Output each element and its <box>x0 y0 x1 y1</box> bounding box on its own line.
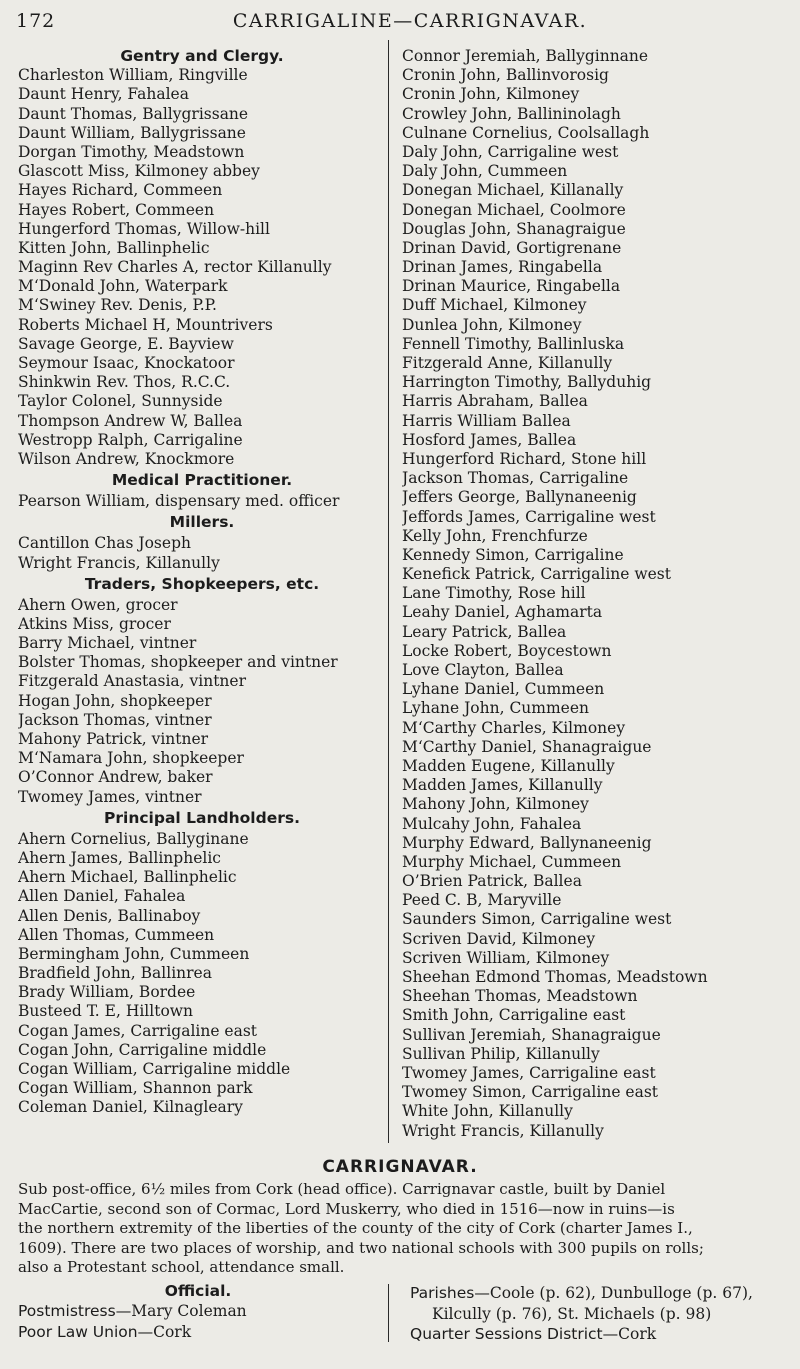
sessions-label: Quarter Sessions District <box>410 1325 603 1343</box>
directory-entry: Kelly John, Frenchfurze <box>402 526 588 545</box>
directory-entry: Allen Thomas, Cummeen <box>18 925 215 944</box>
directory-entry: M‘Carthy Daniel, Shanagraigue <box>402 737 652 756</box>
directory-entry: Fennell Timothy, Ballinluska <box>402 334 625 353</box>
directory-entry: Wright Francis, Killanully <box>18 553 220 572</box>
directory-entry: Bermingham John, Cummeen <box>18 944 250 963</box>
directory-entry: Donegan Michael, Killanally <box>402 181 624 200</box>
carrignavar-description <box>18 1180 790 1278</box>
directory-entry: Donegan Michael, Coolmore <box>402 200 626 219</box>
directory-entry: Twomey James, vintner <box>18 787 202 806</box>
directory-entry: Brady William, Bordee <box>18 983 196 1002</box>
postmistress-value: —Mary Coleman <box>115 1302 247 1320</box>
poor-law-line <box>18 1322 378 1343</box>
directory-entry: Hayes Richard, Commeen <box>18 181 223 200</box>
directory-entry: Drinan Maurice, Ringabella <box>402 277 621 296</box>
directory-entry: Duff Michael, Kilmoney <box>402 296 587 315</box>
sessions-line <box>410 1324 795 1345</box>
directory-entry: Twomey James, Carrigaline east <box>402 1063 656 1082</box>
directory-entry: Ahern Michael, Ballinphelic <box>18 868 237 887</box>
left-column <box>18 47 386 1118</box>
directory-entry: Harris Abraham, Ballea <box>402 392 588 411</box>
directory-entry: Ahern James, Ballinphelic <box>18 848 221 867</box>
directory-entry: Seymour Isaac, Knockatoor <box>18 354 235 372</box>
section-heading: Principal Landholders. <box>104 808 300 827</box>
directory-entry: Saunders Simon, Carrigaline west <box>402 910 672 929</box>
directory-entry: Dorgan Timothy, Meadstown <box>18 142 245 161</box>
directory-entry: Jackson Thomas, vintner <box>18 710 212 729</box>
directory-entry: Hayes Robert, Commeen <box>18 200 215 219</box>
directory-entry: Daunt Henry, Fahalea <box>18 85 189 104</box>
directory-entry: Leahy Daniel, Aghamarta <box>402 603 603 622</box>
directory-entry: Lyhane John, Cummeen <box>402 699 590 718</box>
directory-entry: Daly John, Cummeen <box>402 162 568 181</box>
directory-entry: M‘Namara John, shopkeeper <box>18 749 244 768</box>
directory-entry: Sullivan Philip, Killanully <box>402 1044 600 1063</box>
directory-entry: Hogan John, shopkeeper <box>18 691 212 710</box>
directory-entry: Scriven David, Kilmoney <box>402 929 596 948</box>
directory-entry: Bolster Thomas, shopkeeper and vintner <box>18 653 338 672</box>
directory-entry: Kitten John, Ballinphelic <box>18 238 210 257</box>
directory-entry: Madden Eugene, Killanully <box>402 756 615 775</box>
directory-entry: White John, Killanully <box>402 1102 573 1121</box>
directory-entry: Kenefick Patrick, Carrigaline west <box>402 565 671 584</box>
directory-entry: Ahern Owen, grocer <box>18 595 178 614</box>
directory-entry: Drinan James, Ringabella <box>402 258 603 277</box>
directory-entry: Cantillon Chas Joseph <box>18 534 191 553</box>
column-divider <box>388 40 389 1143</box>
directory-entry: Pearson William, dispensary med. officer <box>18 492 340 511</box>
directory-entry: O’Connor Andrew, baker <box>18 768 213 787</box>
directory-entry: Cogan James, Carrigaline east <box>18 1021 258 1040</box>
directory-entry: Sheehan Edmond Thomas, Meadstown <box>402 968 708 986</box>
directory-entry: O’Brien Patrick, Ballea <box>402 872 582 891</box>
directory-entry: Crowley John, Ballininolagh <box>402 104 621 123</box>
directory-entry: Hosford James, Ballea <box>402 430 577 449</box>
directory-entry: Twomey Simon, Carrigaline east <box>402 1083 659 1102</box>
directory-entry: Murphy Michael, Cummeen <box>402 852 622 871</box>
directory-entry: Cronin John, Kilmoney <box>402 85 580 104</box>
directory-entry: Locke Robert, Boycestown <box>402 641 612 660</box>
paragraph-line: also a Protestant school, attendance small. <box>18 1258 345 1276</box>
postmistress-line <box>18 1301 378 1322</box>
paragraph-line: 1609). There are two places of worship, and two national schools with 300 pupils on rolls; <box>18 1238 704 1257</box>
carrignavar-title: CARRIGNAVAR. <box>322 1157 478 1177</box>
directory-entry: Coleman Daniel, Kilnagleary <box>18 1098 243 1117</box>
directory-entry: Leary Patrick, Ballea <box>402 622 567 641</box>
directory-entry: M‘Swiney Rev. Denis, P.P. <box>18 296 217 315</box>
directory-entry: Mahony Patrick, vintner <box>18 730 209 748</box>
directory-entry: Love Clayton, Ballea <box>402 661 564 679</box>
directory-entry: Smith John, Carrigaline east <box>402 1006 626 1025</box>
sessions-value: —Cork <box>602 1325 657 1343</box>
section-heading: Gentry and Clergy. <box>120 47 284 65</box>
directory-entry: Jackson Thomas, Carrigaline <box>402 469 629 488</box>
paragraph-line: MacCartie, second son of Cormac, Lord Muskerry, who died in 1516—now in ruins—is <box>18 1199 675 1218</box>
parishes-value: —Coole (p. 62), Dunbulloge (p. 67), <box>474 1284 753 1302</box>
directory-entry: Peed C. B, Maryville <box>402 891 562 910</box>
directory-entry: Madden James, Killanully <box>402 776 603 795</box>
directory-entry: Hungerford Richard, Stone hill <box>402 449 647 468</box>
directory-entry: Savage George, E. Bayview <box>18 334 234 353</box>
directory-entry: Ahern Cornelius, Ballyginane <box>18 829 249 848</box>
directory-entry: Jeffers George, Ballynaneenig <box>402 488 637 507</box>
directory-entry: Daly John, Carrigaline west <box>402 142 619 161</box>
directory-entry: Culnane Cornelius, Coolsallagh <box>402 123 650 142</box>
right-column <box>402 47 794 1141</box>
directory-entry: Harris William Ballea <box>402 411 571 430</box>
directory-entry: Drinan David, Gortigrenane <box>402 238 622 257</box>
running-head: CARRIGALINE—CARRIGNAVAR. <box>232 10 588 32</box>
directory-entry: Kennedy Simon, Carrigaline <box>402 545 624 564</box>
official-section <box>18 1281 378 1342</box>
directory-entry: Lyhane Daniel, Cummeen <box>402 680 605 699</box>
parishes-continuation: Kilcully (p. 76), St. Michaels (p. 98) <box>432 1304 712 1323</box>
page-number: 172 <box>16 10 56 32</box>
directory-entry: Wright Francis, Killanully <box>402 1121 604 1140</box>
bottom-column-divider <box>388 1284 389 1342</box>
directory-entry: Mahony John, Kilmoney <box>402 795 589 814</box>
directory-entry: Sheehan Thomas, Meadstown <box>402 987 638 1006</box>
parishes-line <box>410 1283 795 1304</box>
paragraph-line: the northern extremity of the liberties of the county of the city of Cork (charter James I., <box>18 1219 693 1237</box>
paragraph-line: Sub post-office, 6½ miles from Cork (head office). Carrignavar castle, built by Daniel <box>18 1180 666 1198</box>
section-heading: Millers. <box>169 513 235 532</box>
parishes-section <box>410 1281 795 1345</box>
parishes-label: Parishes <box>410 1284 475 1302</box>
page-header <box>0 6 800 40</box>
directory-entry: Cronin John, Ballinvorosig <box>402 66 609 85</box>
section-heading: Medical Practitioner. <box>111 471 293 490</box>
directory-entry: Glascott Miss, Kilmoney abbey <box>18 162 260 181</box>
directory-entry: Daunt Thomas, Ballygrissane <box>18 104 249 123</box>
directory-entry: Hungerford Thomas, Willow-hill <box>18 219 270 238</box>
directory-entry: Scriven William, Kilmoney <box>402 948 610 967</box>
directory-entry: Fitzgerald Anne, Killanully <box>402 354 613 372</box>
directory-entry: Shinkwin Rev. Thos, R.C.C. <box>18 373 231 392</box>
directory-entry: Busteed T. E, Hilltown <box>18 1002 194 1021</box>
directory-entry: Daunt William, Ballygrissane <box>18 123 246 142</box>
directory-entry: Thompson Andrew W, Ballea <box>18 411 243 430</box>
postmistress-label: Postmistress <box>18 1302 116 1320</box>
directory-entry: Roberts Michael H, Mountrivers <box>18 315 273 334</box>
directory-entry: Barry Michael, vintner <box>18 634 197 653</box>
directory-entry: Taylor Colonel, Sunnyside <box>18 392 223 411</box>
directory-entry: Allen Denis, Ballinaboy <box>18 906 201 925</box>
directory-entry: Maginn Rev Charles A, rector Killanully <box>18 258 332 277</box>
directory-entry: Charleston William, Ringville <box>18 66 248 85</box>
directory-entry: Douglas John, Shanagraigue <box>402 219 626 238</box>
directory-entry: Jeffords James, Carrigaline west <box>402 507 656 526</box>
directory-entry: Allen Daniel, Fahalea <box>18 887 186 906</box>
poor-law-value: —Cork <box>137 1322 192 1341</box>
poor-law-label: Poor Law Union <box>18 1322 138 1341</box>
directory-entry: Mulcahy John, Fahalea <box>402 814 582 833</box>
directory-entry: Sullivan Jeremiah, Shanagraigue <box>402 1025 661 1044</box>
directory-entry: Wilson Andrew, Knockmore <box>18 449 235 468</box>
section-heading: Traders, Shopkeepers, etc. <box>84 574 320 593</box>
directory-entry: M‘Donald John, Waterpark <box>18 277 228 296</box>
directory-entry: Westropp Ralph, Carrigaline <box>18 430 243 449</box>
official-heading: Official. <box>164 1282 232 1300</box>
directory-entry: Fitzgerald Anastasia, vintner <box>18 672 246 691</box>
directory-entry: Cogan John, Carrigaline middle <box>18 1040 267 1059</box>
directory-entry: Dunlea John, Kilmoney <box>402 315 582 334</box>
directory-entry: Bradfield John, Ballinrea <box>18 964 212 983</box>
directory-entry: Cogan William, Carrigaline middle <box>18 1060 291 1078</box>
directory-entry: Connor Jeremiah, Ballyginnane <box>402 47 649 65</box>
directory-entry: Atkins Miss, grocer <box>18 614 171 633</box>
directory-entry: M‘Carthy Charles, Kilmoney <box>402 718 626 737</box>
directory-entry: Harrington Timothy, Ballyduhig <box>402 373 652 392</box>
directory-entry: Murphy Edward, Ballynaneenig <box>402 833 652 852</box>
directory-entry: Lane Timothy, Rose hill <box>402 584 586 603</box>
directory-entry: Cogan William, Shannon park <box>18 1079 253 1098</box>
